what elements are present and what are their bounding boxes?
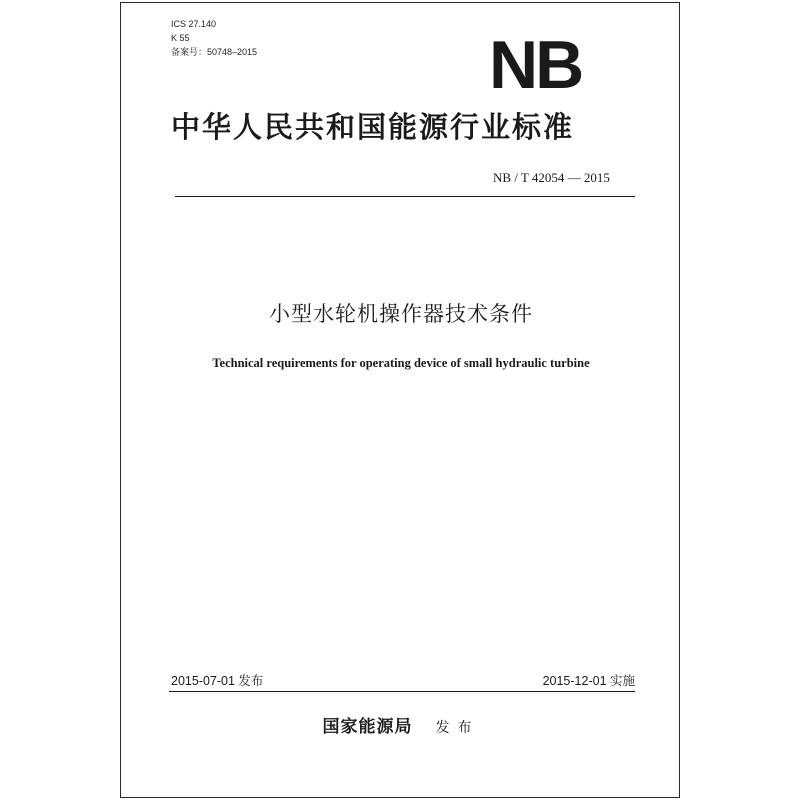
standard-category-title: 中华人民共和国能源行业标准 — [171, 110, 575, 144]
header-divider — [175, 196, 635, 197]
classification-block — [171, 17, 257, 59]
issue-date: 2015-07-01 发布 — [171, 674, 264, 688]
nb-logo: NB — [489, 27, 582, 103]
standard-cover — [120, 2, 680, 798]
document-title-chinese: 小型水轮机操作器技术条件 — [269, 302, 533, 326]
class-code: K 55 — [171, 33, 190, 43]
publisher-name: 国家能源局 — [322, 717, 413, 737]
footer-divider — [169, 691, 635, 692]
publish-action: 发布 — [435, 720, 480, 736]
ics-code: ICS 27.140 — [171, 19, 217, 29]
standard-number: NB / T 42054 — 2015 — [493, 170, 610, 185]
implementation-date: 2015-12-01 实施 — [542, 674, 635, 688]
publisher-line — [121, 715, 681, 740]
document-title-english: Technical requirements for operating device of small hydraulic turbine — [212, 356, 590, 370]
record-number: 备案号：50748–2015 — [171, 47, 258, 57]
